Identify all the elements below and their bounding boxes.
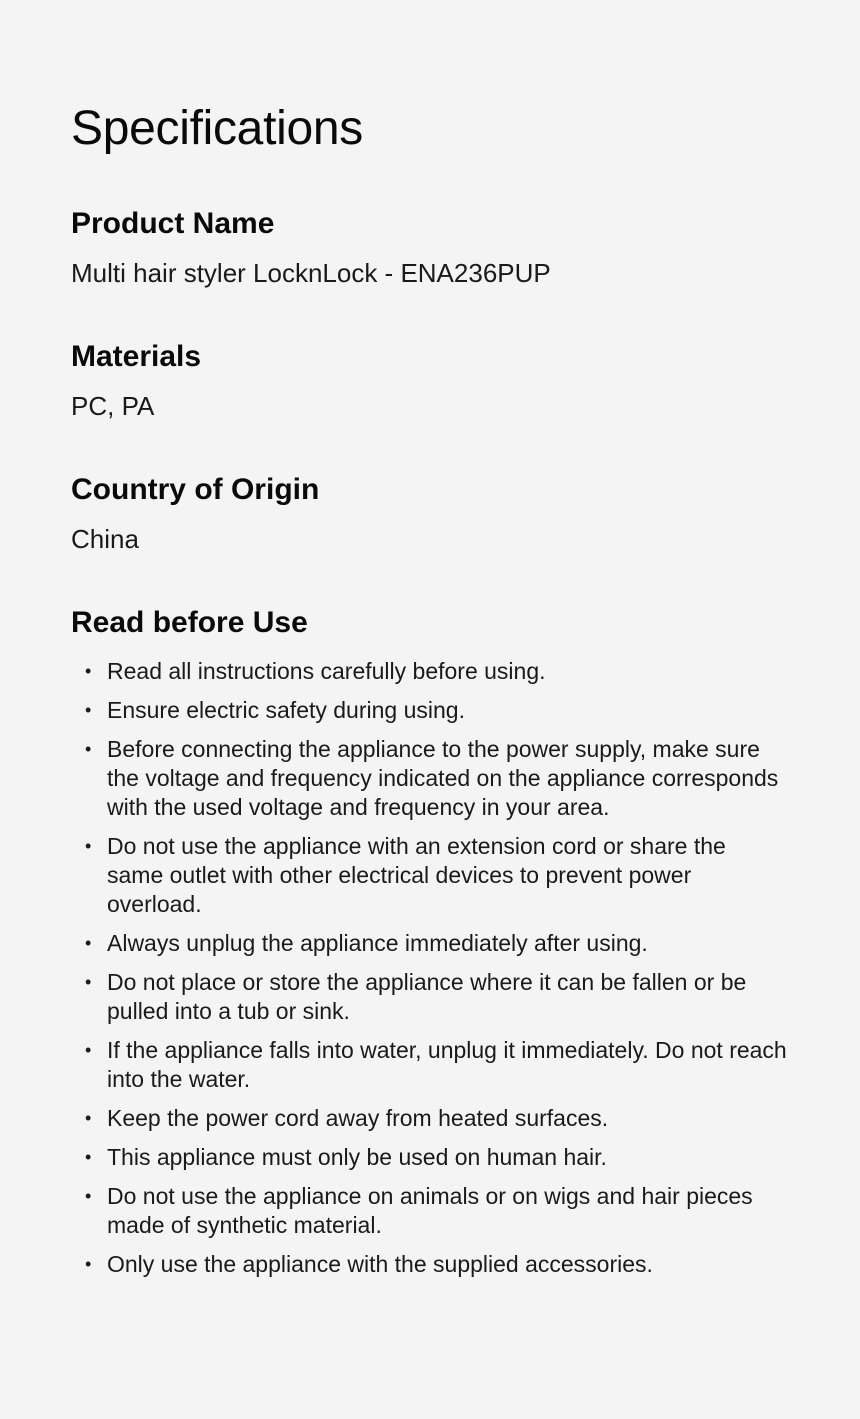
list-item bbox=[85, 1250, 787, 1279]
list-item-text: Always unplug the appliance immediately after using. bbox=[107, 930, 648, 956]
bullet-icon: • bbox=[85, 933, 92, 953]
list-item-text: This appliance must only be used on human hair. bbox=[107, 1144, 607, 1170]
bullet-icon: • bbox=[85, 972, 92, 992]
bullet-icon: • bbox=[85, 1108, 92, 1128]
list-item bbox=[85, 696, 787, 725]
read-before-use-section bbox=[71, 605, 789, 1279]
list-item bbox=[85, 929, 787, 958]
product-name-value: Multi hair styler LocknLock - ENA236PUP bbox=[71, 258, 551, 288]
bullet-icon: • bbox=[85, 1254, 92, 1274]
bullet-icon: • bbox=[85, 739, 92, 759]
product-name-section bbox=[71, 206, 789, 289]
list-item-text: Before connecting the appliance to the power supply, make sure the voltage and frequency indicated on the appliance corresponds with the used voltage and frequency in your area. bbox=[107, 736, 779, 820]
read-before-use-heading: Read before Use bbox=[71, 606, 308, 639]
list-item bbox=[85, 968, 787, 1026]
bullet-icon: • bbox=[85, 1147, 92, 1167]
list-item bbox=[85, 1143, 787, 1172]
bullet-icon: • bbox=[85, 1186, 92, 1206]
list-item-text: If the appliance falls into water, unplug it immediately. Do not reach into the water. bbox=[107, 1037, 787, 1092]
materials-value: PC, PA bbox=[71, 391, 155, 421]
list-item bbox=[85, 657, 787, 686]
list-item-text: Do not use the appliance with an extension cord or share the same outlet with other electrical devices to prevent power overload. bbox=[107, 833, 726, 917]
list-item bbox=[85, 1036, 787, 1094]
list-item-text: Keep the power cord away from heated surfaces. bbox=[107, 1105, 609, 1131]
list-item-text: Read all instructions carefully before using. bbox=[107, 658, 546, 684]
country-of-origin-heading: Country of Origin bbox=[71, 473, 320, 506]
bullet-icon: • bbox=[85, 661, 92, 681]
list-item-text: Only use the appliance with the supplied accessories. bbox=[107, 1251, 653, 1277]
list-item bbox=[85, 735, 787, 822]
materials-section bbox=[71, 339, 789, 422]
list-item bbox=[85, 1182, 787, 1240]
list-item-text: Ensure electric safety during using. bbox=[107, 697, 465, 723]
safety-instructions-list bbox=[71, 657, 789, 1279]
bullet-icon: • bbox=[85, 1040, 92, 1060]
country-of-origin-section bbox=[71, 472, 789, 555]
list-item-text: Do not use the appliance on animals or on wigs and hair pieces made of synthetic material. bbox=[107, 1183, 753, 1238]
country-of-origin-value: China bbox=[71, 524, 139, 554]
product-name-heading: Product Name bbox=[71, 207, 275, 240]
list-item bbox=[85, 1104, 787, 1133]
page-title: Specifications bbox=[71, 102, 363, 155]
bullet-icon: • bbox=[85, 700, 92, 720]
list-item bbox=[85, 832, 787, 919]
materials-heading: Materials bbox=[71, 340, 202, 373]
bullet-icon: • bbox=[85, 836, 92, 856]
list-item-text: Do not place or store the appliance where it can be fallen or be pulled into a tub or sink. bbox=[107, 969, 747, 1024]
